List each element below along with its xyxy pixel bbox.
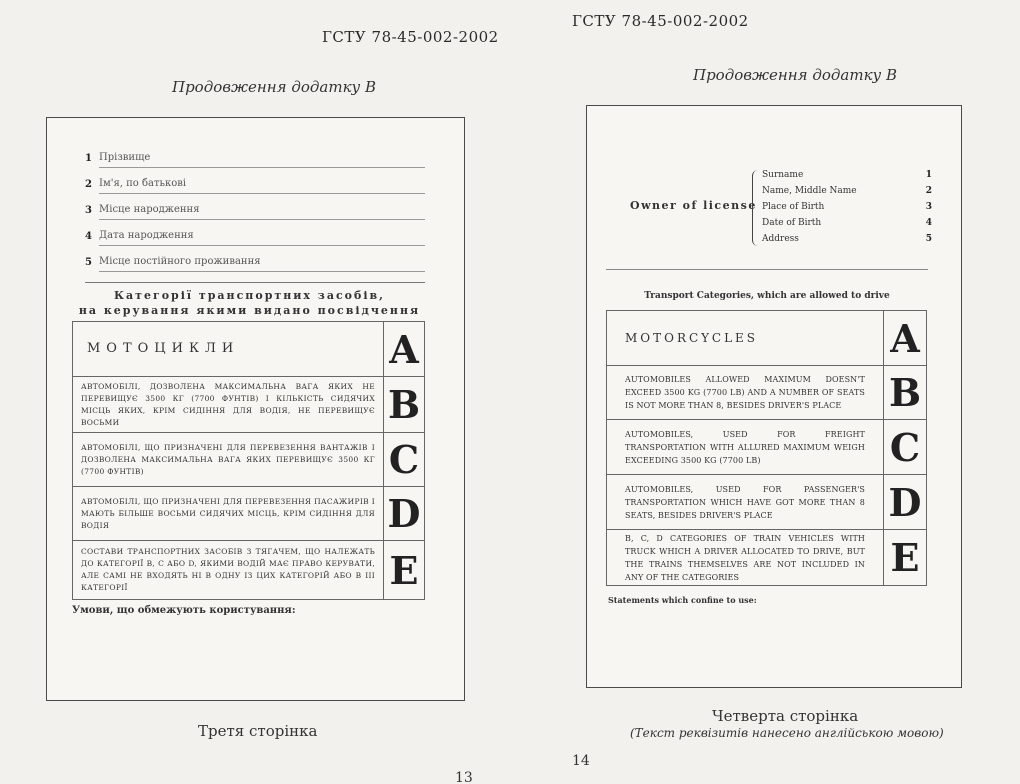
- field-label: Місце постійного проживання: [99, 256, 261, 267]
- left-field-birthdate: [85, 226, 425, 246]
- category-row-d: [607, 475, 926, 530]
- category-letter: B: [387, 382, 421, 427]
- owner-fields-list: [762, 167, 932, 247]
- right-continuation-title: Продовження додатку В: [693, 66, 898, 84]
- category-text: СОСТАВИ ТРАНСПОРТНИХ ЗАСОБІВ З ТЯГАЧЕМ, ЩО НАЛЕЖАТЬ ДО КАТЕГОРІЇ B, C АБО D, ЯКИМИ ВОДІЙ МАЄ ПРАВО КЕРУВАТИ, АЛЕ САМІ НЕ ВХОДЯТЬ НІ В ОДНУ ІЗ ЦИХ КАТЕГОРІЙ АБО В ІІІ КАТЕГОРІЇ: [73, 541, 384, 599]
- category-text: АВТОМОБІЛІ, ЩО ПРИЗНАЧЕНІ ДЛЯ ПЕРЕВЕЗЕННЯ ПАСАЖИРІВ І МАЮТЬ БІЛЬШЕ ВОСЬМИ СИДЯЧИХ МІСЦЬ, КРІМ СИДІННЯ ДЛЯ ВОДІЯ: [73, 487, 384, 540]
- category-text: AUTOMOBILES ALLOWED MAXIMUM DOESN'T EXCEED 3500 KG (7700 LB) AND A NUMBER OF SEATS IS NOT MORE THAN 8, BESIDES DRIVER'S PLACE: [607, 366, 884, 419]
- category-text: МОТОЦИКЛИ: [73, 322, 384, 376]
- owner-field-number: 1: [925, 170, 932, 180]
- left-field-name: [85, 174, 425, 194]
- owner-field-number: 5: [925, 234, 932, 244]
- field-number: 2: [85, 179, 92, 190]
- right-categories-heading: Transport Categories, which are allowed to drive: [644, 291, 890, 301]
- owner-field-surname: [762, 167, 932, 183]
- owner-field-birthdate: [762, 215, 932, 231]
- owner-field-label: Date of Birth: [762, 218, 822, 228]
- right-divider: [606, 269, 928, 270]
- right-page-number: 14: [572, 753, 590, 769]
- left-standard-code: ГСТУ 78-45-002-2002: [322, 28, 499, 46]
- category-text: AUTOMOBILES, USED FOR PASSENGER'S TRANSPORTATION WHICH HAVE GOT MORE THAN 8 SEATS, BESIDES DRIVER'S PLACE: [607, 475, 884, 529]
- category-letter: D: [387, 491, 421, 536]
- left-page-caption: Третя сторінка: [198, 722, 318, 740]
- field-number: 3: [85, 205, 92, 216]
- right-page-caption: Четверта сторінка: [712, 707, 859, 725]
- left-field-birthplace: [85, 200, 425, 220]
- field-underline: [99, 271, 425, 272]
- category-letter: C: [388, 437, 420, 482]
- category-letter: B: [888, 370, 922, 415]
- owner-of-license-label: Owner of license: [630, 199, 757, 212]
- owner-field-label: Surname: [762, 170, 804, 180]
- category-letter: A: [890, 315, 920, 361]
- owner-field-name: [762, 183, 932, 199]
- owner-field-label: Place of Birth: [762, 202, 825, 212]
- category-row-c: [73, 433, 424, 487]
- left-page-number: 13: [455, 770, 473, 784]
- category-row-c: [607, 420, 926, 475]
- field-label: Місце народження: [99, 204, 200, 215]
- category-row-b: [73, 377, 424, 433]
- category-letter: E: [389, 547, 419, 593]
- field-number: 5: [85, 257, 92, 268]
- category-letter: A: [389, 326, 419, 372]
- owner-field-birthplace: [762, 199, 932, 215]
- owner-field-number: 2: [925, 186, 932, 196]
- left-restrictions-label: Умови, що обмежують користування:: [72, 605, 296, 616]
- right-statements-label: Statements which confine to use:: [608, 595, 757, 605]
- category-letter: D: [888, 479, 922, 525]
- field-label: Дата народження: [99, 230, 194, 241]
- right-page-caption-note: (Текст реквізитів нанесено англійською мовою): [630, 726, 944, 740]
- right-standard-code: ГСТУ 78-45-002-2002: [572, 12, 749, 30]
- category-text: АВТОМОБІЛІ, ДОЗВОЛЕНА МАКСИМАЛЬНА ВАГА ЯКИХ НЕ ПЕРЕВИЩУЄ 3500 КГ (7700 ФУНТІВ) І КІЛЬКІСТЬ СИДЯЧИХ МІСЦЬ ЯКИХ, КРІМ СИДІННЯ ДЛЯ ВОДІЯ, НЕ ПЕРЕВИЩУЄ ВОСЬМИ: [73, 377, 384, 432]
- left-field-address: [85, 252, 425, 272]
- owner-field-address: [762, 231, 932, 247]
- field-label: Прізвище: [99, 152, 151, 163]
- field-number: 4: [85, 231, 92, 242]
- owner-field-number: 4: [925, 218, 932, 228]
- category-letter: C: [889, 424, 921, 470]
- category-row-b: [607, 366, 926, 420]
- left-divider: [85, 282, 425, 283]
- category-text: АВТОМОБІЛІ, ЩО ПРИЗНАЧЕНІ ДЛЯ ПЕРЕВЕЗЕННЯ ВАНТАЖІВ І ДОЗВОЛЕНА МАКСИМАЛЬНА ВАГА ЯКИХ ПЕРЕВИЩУЄ 3500 КГ (7700 ФУНТІВ): [73, 433, 384, 486]
- category-row-e: [73, 541, 424, 599]
- category-letter: E: [890, 535, 920, 580]
- category-row-d: [73, 487, 424, 541]
- field-label: Ім'я, по батькові: [99, 178, 187, 189]
- right-categories-table: [606, 310, 927, 586]
- owner-field-number: 3: [925, 202, 932, 212]
- field-underline: [99, 193, 425, 194]
- owner-field-label: Name, Middle Name: [762, 186, 857, 196]
- left-categories-heading: [72, 288, 427, 318]
- left-field-surname: [85, 148, 425, 168]
- owner-field-label: Address: [762, 234, 799, 244]
- category-row-a: [73, 322, 424, 377]
- category-text: B, C, D CATEGORIES OF TRAIN VEHICLES WITH TRUCK WHICH A DRIVER ALLOCATED TO DRIVE, BUT THE TRAINS THEMSELVES ARE NOT INCLUDED IN ANY OF THE CATEGORIES: [607, 530, 884, 585]
- categories-heading-line2: на керування якими видано посвідчення: [78, 304, 421, 317]
- category-row-a: [607, 311, 926, 366]
- category-row-e: [607, 530, 926, 585]
- field-underline: [99, 245, 425, 246]
- category-text: AUTOMOBILES, USED FOR FREIGHT TRANSPORTATION WITH ALLURED MAXIMUM WEIGH EXCEEDING 3500 KG (7700 LB): [607, 420, 884, 474]
- field-number: 1: [85, 153, 92, 164]
- category-text: MOTORCYCLES: [607, 311, 884, 365]
- field-underline: [99, 219, 425, 220]
- owner-fields-brace: [752, 170, 760, 246]
- left-categories-table: [72, 321, 425, 600]
- categories-heading-line1: Категорії транспортних засобів,: [114, 289, 385, 302]
- field-underline: [99, 167, 425, 168]
- left-continuation-title: Продовження додатку В: [172, 78, 377, 96]
